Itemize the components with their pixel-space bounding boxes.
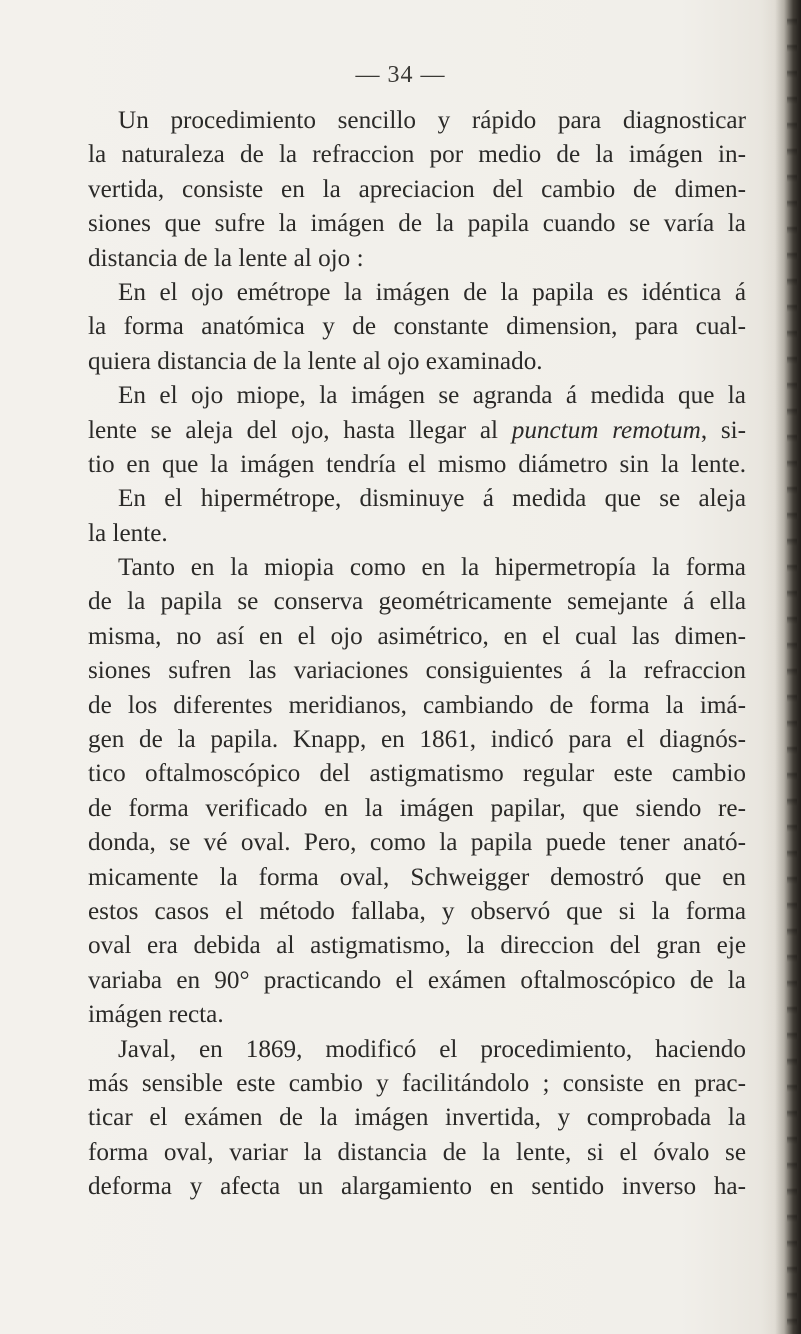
text-line: forma oval, variar la distancia de la lente, si el óvalo se — [88, 1138, 746, 1166]
text-line: deforma y afecta un alargamiento en sentido inverso ha- — [88, 1173, 746, 1201]
italic-term: punctum remotum — [511, 416, 701, 444]
text-line: micamente la forma oval, Schweigger demostró que en — [88, 863, 746, 891]
text-line: donda, se vé oval. Pero, como la papila puede tener anató- — [88, 829, 746, 857]
text-line: estos casos el método fallaba, y observó que si la forma — [88, 897, 746, 925]
page-number: — 34 — — [355, 62, 446, 88]
text-line: ticar el exámen de la imágen invertida, y comprobada la — [88, 1104, 746, 1132]
text-line: la lente. — [88, 519, 168, 547]
text-line-with-italic — [88, 414, 746, 448]
text-line: la forma anatómica y de constante dimension, para cual- — [88, 313, 746, 341]
text-line: Javal, en 1869, modificó el procedimiento, haciendo — [118, 1035, 746, 1063]
text-line: de los diferentes meridianos, cambiando de forma la imá- — [88, 691, 746, 719]
text-segment: lente se aleja del ojo, hasta llegar al — [88, 416, 512, 444]
text-line: variaba en 90° practicando el exámen oftalmoscópico de la — [88, 966, 746, 994]
text-line: gen de la papila. Knapp, en 1861, indicó para el diagnós- — [88, 726, 746, 754]
text-line: quiera distancia de la lente al ojo examinado. — [88, 347, 543, 375]
text-line: de la papila se conserva geométricamente semejante á ella — [88, 588, 746, 616]
text-line: más sensible este cambio y facilitándolo ; consiste en prac- — [88, 1069, 746, 1097]
text-line: de forma verificado en la imágen papilar, que siendo re- — [88, 794, 746, 822]
text-line: vertida, consiste en la apreciacion del cambio de dimen- — [88, 175, 746, 203]
text-line: En el ojo emétrope la imágen de la papila es idéntica á — [118, 278, 746, 306]
text-line: distancia de la lente al ojo : — [88, 244, 364, 272]
page-edge-streaks — [787, 0, 797, 1334]
text-line: oval era debida al astigmatismo, la direccion del gran eje — [88, 932, 746, 960]
text-line: siones sufren las variaciones consiguientes á la refraccion — [88, 657, 746, 685]
text-line: Tanto en la miopia como en la hipermetropía la forma — [118, 554, 746, 582]
body-text — [88, 104, 746, 1205]
text-line: siones que sufre la imágen de la papila cuando se varía la — [88, 210, 746, 238]
text-line: imágen recta. — [88, 1001, 224, 1029]
text-segment: , si- — [700, 416, 746, 444]
text-line: Un procedimiento sencillo y rápido para diagnosticar — [118, 107, 746, 134]
text-line: la naturaleza de la refraccion por medio de la imágen in- — [88, 141, 746, 169]
text-line: misma, no así en el ojo asimétrico, en el cual las dimen- — [88, 622, 746, 650]
text-line: En el hipermétrope, disminuye á medida que se aleja — [118, 485, 746, 513]
text-line: En el ojo miope, la imágen se agranda á medida que la — [118, 382, 746, 410]
text-line: tio en que la imágen tendría el mismo diámetro sin la lente. — [88, 450, 746, 478]
text-line: tico oftalmoscópico del astigmatismo regular este cambio — [88, 760, 746, 788]
